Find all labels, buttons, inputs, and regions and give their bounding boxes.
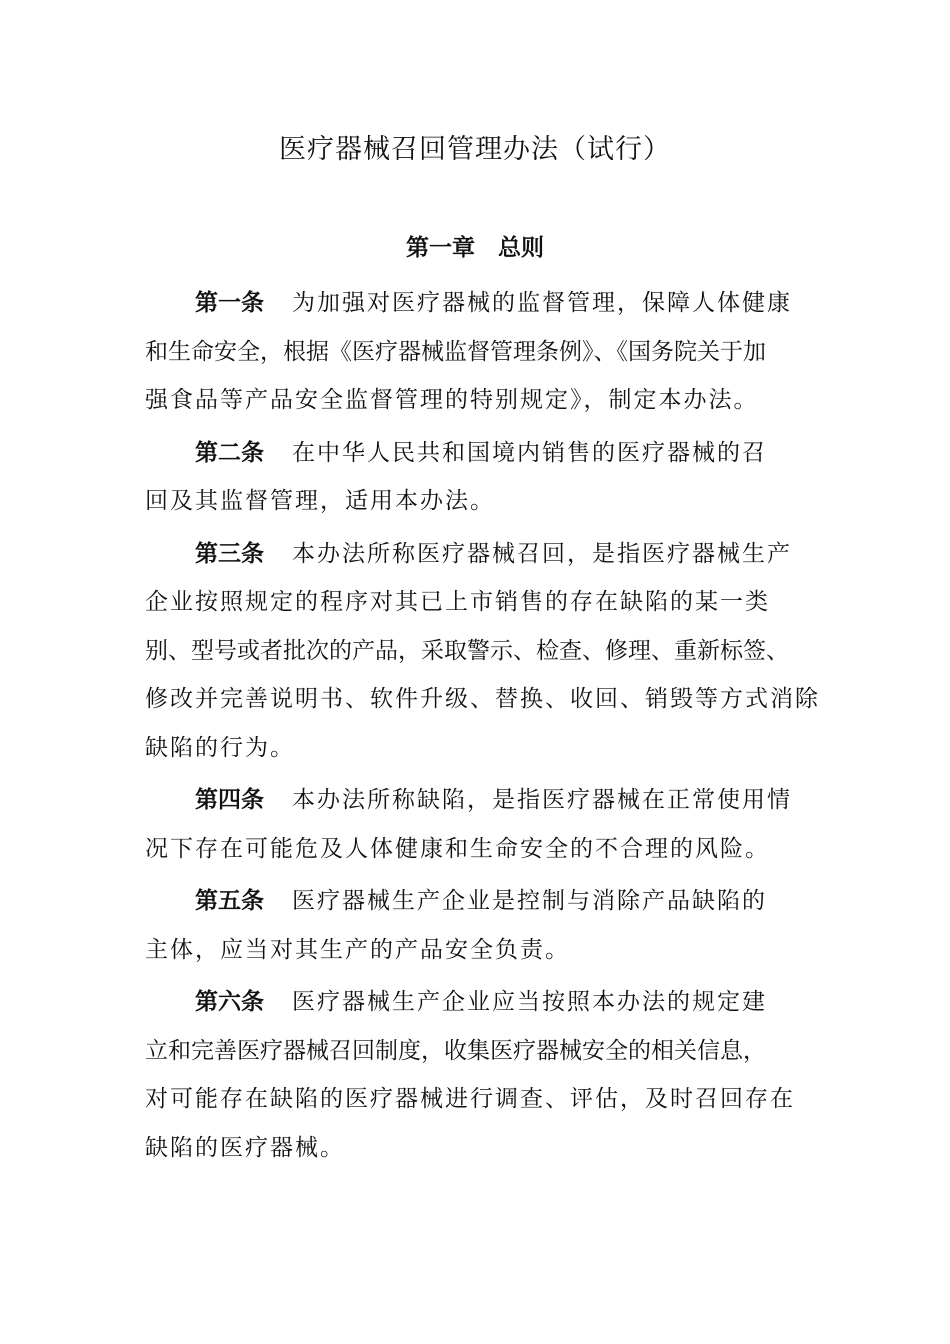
article-6-line-4: 缺陷的医疗器械。 [145, 1134, 345, 1161]
article-3-line-4: 修改并完善说明书、软件升级、替换、收回、销毁等方式消除 [145, 686, 820, 712]
article-3-line-5: 缺陷的行为。 [145, 734, 295, 761]
article-3-label: 第三条 [195, 540, 264, 567]
article-1-text-1: 为加强对医疗器械的监督管理，保障人体健康 [292, 290, 792, 316]
article-3-line-2: 企业按照规定的程序对其已上市销售的存在缺陷的某一类 [145, 589, 770, 615]
article-3-line-3: 别、型号或者批次的产品，采取警示、检查、修理、重新标签、 [145, 637, 789, 664]
article-4-label: 第四条 [195, 787, 264, 813]
chapter-heading: 第一章 总则 [406, 235, 544, 261]
article-2-label: 第二条 [195, 439, 264, 466]
article-5-line-2: 主体，应当对其生产的产品安全负责。 [145, 936, 570, 963]
article-6-text-1: 医疗器械生产企业应当按照本办法的规定建 [292, 989, 767, 1015]
article-3-text-1: 本办法所称医疗器械召回，是指医疗器械生产 [292, 540, 792, 567]
document-title: 医疗器械召回管理办法（试行） [279, 134, 671, 165]
article-1-line-3: 强食品等产品安全监督管理的特别规定》，制定本办法。 [145, 387, 759, 413]
article-6-line-2: 立和完善医疗器械召回制度，收集医疗器械安全的相关信息， [145, 1037, 766, 1064]
article-1-line-2: 和生命安全，根据《医疗器械监督管理条例》、《国务院关于加 [145, 338, 766, 365]
article-5-label: 第五条 [195, 888, 264, 914]
article-6-line-1 [145, 978, 810, 1027]
article-6-line-3: 对可能存在缺陷的医疗器械进行调查、评估，及时召回存在 [145, 1086, 795, 1112]
article-4-line-1 [145, 776, 810, 825]
article-2-text-1: 在中华人民共和国境内销售的医疗器械的召 [292, 439, 767, 466]
article-6-label: 第六条 [195, 989, 264, 1015]
article-5-text-1: 医疗器械生产企业是控制与消除产品缺陷的 [292, 888, 767, 914]
document-body [145, 279, 820, 1172]
article-2-line-2: 回及其监督管理，适用本办法。 [145, 488, 495, 514]
article-1-line-1 [145, 279, 810, 328]
article-4-line-2: 况下存在可能危及人体健康和生命安全的不合理的风险。 [145, 835, 770, 862]
article-3-line-1 [145, 530, 810, 579]
article-4-text-1: 本办法所称缺陷，是指医疗器械在正常使用情 [292, 787, 792, 813]
article-5-line-1 [145, 877, 810, 926]
article-1-label: 第一条 [195, 290, 264, 316]
article-2-line-1 [145, 429, 810, 478]
